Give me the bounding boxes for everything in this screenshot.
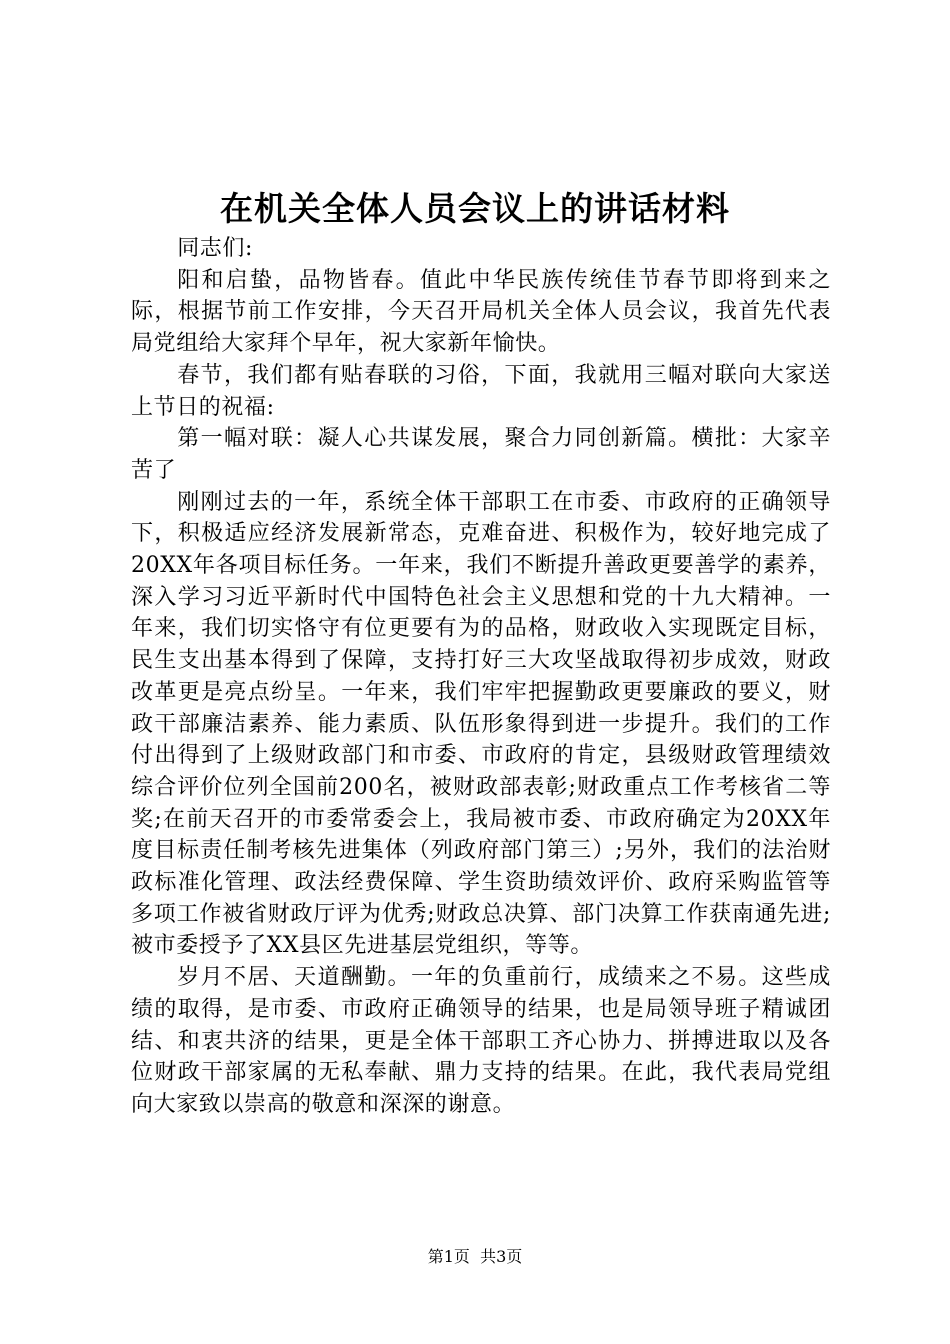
body-paragraph: 阳和启蛰，品物皆春。值此中华民族传统佳节春节即将到来之际，根据节前工作安排，今天召开局机关全体人员会议，我首先代表局党组给大家拜个早年，祝大家新年愉快。 xyxy=(131,267,831,357)
body-paragraph: 刚刚过去的一年，系统全体干部职工在市委、市政府的正确领导下，积极适应经济发展新常态，克难奋进、积极作为，较好地完成了20XX年各项目标任务。一年来，我们不断提升善政更要善学的素养，深入学习习近平新时代中国特色社会主义思想和党的十九大精神。一年来，我们切实恪守有位更要有为的品格，财政收入实现既定目标，民生支出基本得到了保障，支持打好三大攻坚战取得初步成效，财政改革更是亮点纷呈。一年来，我们牢牢把握勤政更要廉政的要义，财政干部廉洁素养、能力素质、队伍形象得到进一步提升。我们的工作付出得到了上级财政部门和市委、市政府的肯定，县级财政管理绩效综合评价位列全国前200名，被财政部表彰;财政重点工作考核省二等奖;在前天召开的市委常委会上，我局被市委、市政府确定为20XX年度目标责任制考核先进集体（列政府部门第三）;另外，我们的法治财政标准化管理、政法经费保障、学生资助绩效评价、政府采购监管等多项工作被省财政厅评为优秀;财政总决算、部门决算工作获南通先进;被市委授予了XX县区先进基层党组织，等等。 xyxy=(131,489,831,959)
body-paragraph: 第一幅对联：凝人心共谋发展，聚合力同创新篇。横批：大家辛苦了 xyxy=(131,426,831,483)
body-paragraph: 春节，我们都有贴春联的习俗，下面，我就用三幅对联向大家送上节日的祝福: xyxy=(131,362,831,420)
document-body xyxy=(131,233,831,1121)
document-title: 在机关全体人员会议上的讲话材料 xyxy=(220,189,730,228)
salutation-paragraph: 同志们: xyxy=(177,236,253,261)
body-paragraph: 岁月不居、天道酬勤。一年的负重前行，成绩来之不易。这些成绩的取得，是市委、市政府正确领导的结果，也是局领导班子精诚团结、和衷共济的结果，更是全体干部职工齐心协力、拼搏进取以及各位财政干部家属的无私奉献、鼎力支持的结果。在此，我代表局党组向大家致以崇高的敬意和深深的谢意。 xyxy=(131,965,831,1117)
page-number: 第1页 共3页 xyxy=(427,1247,523,1266)
page-footer xyxy=(0,1246,950,1268)
